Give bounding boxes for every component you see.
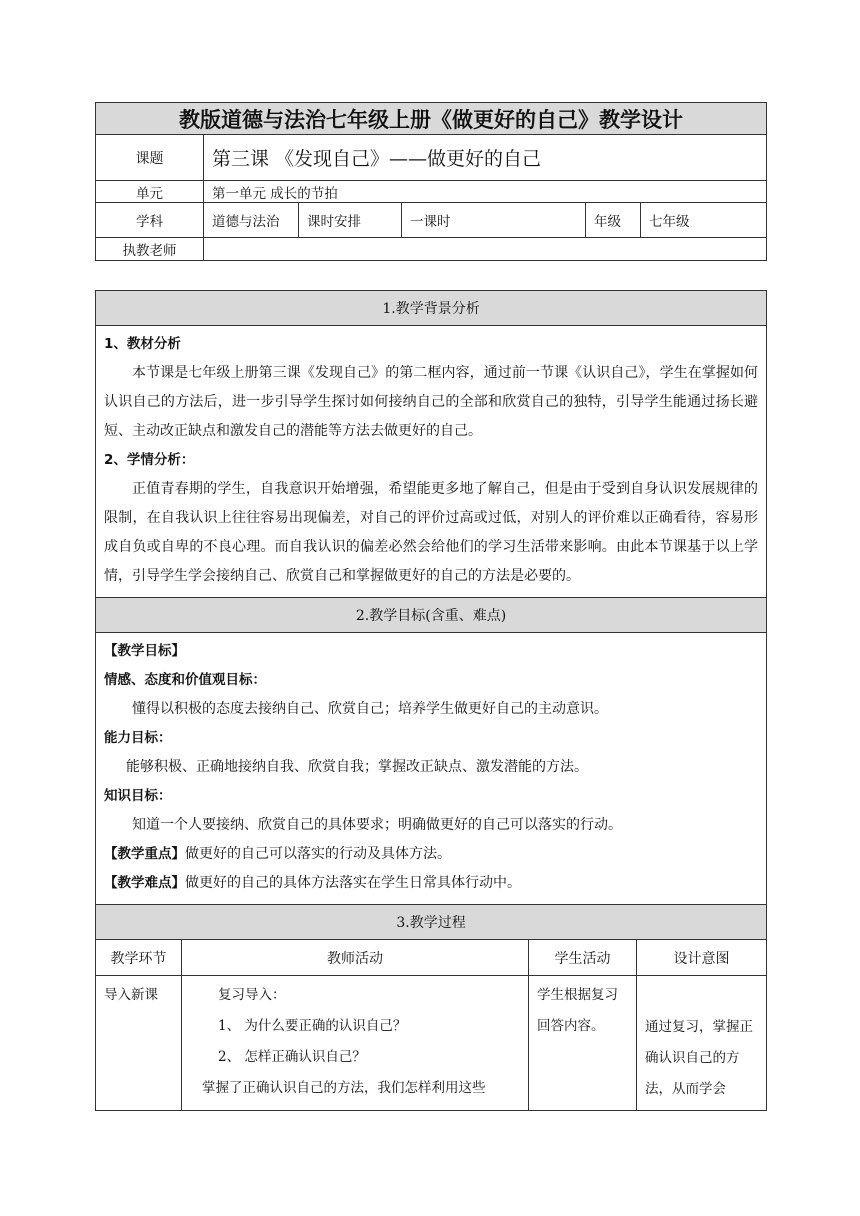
col-header-teacher: 教师活动: [182, 940, 529, 976]
emotion-goal-text: 懂得以积极的态度去接纳自己、欣赏自己；培养学生做更好自己的主动意识。: [132, 701, 608, 717]
lesson-content-table: [95, 290, 767, 1111]
teacher-label: 执教老师: [96, 238, 204, 261]
emotion-goal-title: 情感、态度和价值观目标：: [104, 672, 266, 688]
stage-cell: 导入新课: [96, 976, 182, 1111]
difficult-point-text: 做更好的自己的具体方法落实在学生日常具体行动中。: [185, 875, 521, 891]
teacher-question-1: 1、 为什么要正确的认识自己？: [218, 1018, 407, 1034]
key-point-text: 做更好的自己可以落实的行动及具体方法。: [185, 846, 451, 862]
grade-value: 七年级: [641, 203, 767, 238]
difficult-point: [104, 869, 758, 898]
knowledge-goal-title: 知识目标：: [104, 788, 172, 804]
col-header-student: 学生活动: [529, 940, 637, 976]
key-point: [104, 840, 758, 869]
ability-goal-title: 能力目标：: [104, 730, 172, 746]
grade-label: 年级: [586, 203, 641, 238]
ability-goal-text: 能够积极、正确地接纳自我、欣赏自我；掌握改正缺点、激发潜能的方法。: [126, 759, 588, 775]
goals-title: 【教学目标】: [104, 643, 185, 659]
document-title: 教版道德与法治七年级上册《做更好的自己》教学设计: [96, 103, 767, 135]
difficult-point-label: 【教学难点】: [104, 875, 185, 891]
section1-heading: 1.教学背景分析: [96, 291, 767, 326]
student-analysis-title: 2、学情分析：: [104, 452, 195, 468]
student-activity-cell: 学生根据复习回答内容。: [529, 976, 637, 1111]
teacher-question-2: 2、 怎样正确认识自己？: [218, 1049, 366, 1065]
schedule-value: 一课时: [402, 203, 586, 238]
key-point-label: 【教学重点】: [104, 846, 185, 862]
teacher-value: [204, 238, 767, 261]
col-header-intent: 设计意图: [637, 940, 767, 976]
subject-label: 学科: [96, 203, 204, 238]
section2-heading: 2.教学目标(含重、难点): [96, 598, 767, 633]
section3-heading: 3.教学过程: [96, 905, 767, 940]
teacher-transition: 掌握了正确认识自己的方法，我们怎样利用这些: [202, 1080, 486, 1096]
textbook-analysis-title: 1、教材分析: [104, 336, 181, 352]
unit-label: 单元: [96, 181, 204, 203]
section1-body: [96, 326, 767, 598]
student-analysis-text: 正值青春期的学生，自我意识开始增强，希望能更多地了解自己，但是由于受到自身认识发展规律的限制，在自我认识上往往容易出现偏差，对自己的评价过高或过低，对别人的评价难以正确看待，容易形成自负或自卑的不良心理。而自我认识的偏差必然会给他们的学习生活带来影响。由此本节课基于以上学情，引导学生学会接纳自己、欣赏自己和掌握做更好的自己的方法是必要的。: [104, 481, 759, 584]
design-intent-cell: 通过复习，掌握正确认识自己的方法，从而学会: [637, 976, 767, 1111]
schedule-label: 课时安排: [299, 203, 402, 238]
teacher-intro: 复习导入：: [218, 987, 286, 1003]
knowledge-goal-text: 知道一个人要接纳、欣赏自己的具体要求；明确做更好的自己可以落实的行动。: [132, 817, 622, 833]
unit-value: 第一单元 成长的节拍: [204, 181, 767, 203]
lesson-info-table: [95, 102, 767, 261]
col-header-stage: 教学环节: [96, 940, 182, 976]
topic-label: 课题: [96, 135, 204, 181]
section2-body: [96, 633, 767, 905]
subject-value: 道德与法治: [204, 203, 299, 238]
topic-value: 第三课 《发现自己》——做更好的自己: [204, 135, 767, 181]
textbook-analysis-text: 本节课是七年级上册第三课《发现自己》的第二框内容，通过前一节课《认识自己》，学生在掌握如何认识自己的方法后，进一步引导学生探讨如何接纳自己的全部和欣赏自己的独特，引导学生能通过扬长避短、主动改正缺点和激发自己的潜能等方法去做更好的自己。: [104, 365, 759, 439]
teacher-activity-cell: [182, 976, 529, 1111]
